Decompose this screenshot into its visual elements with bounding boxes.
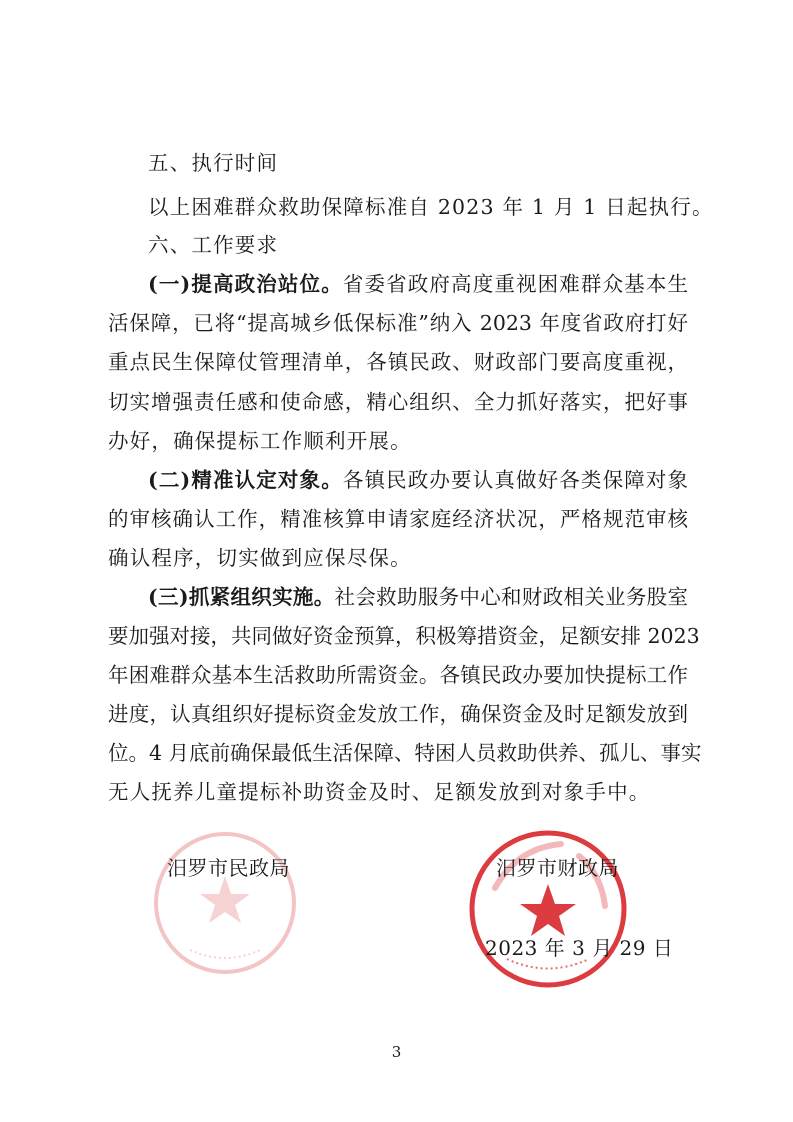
item1-title: (一)提高政治站位。 (148, 272, 343, 296)
item1-first-line (148, 272, 688, 296)
item2-first-line (148, 468, 688, 492)
item3-line: 年困难群众基本生活救助所需资金。各镇民政办要加快提标工作 (108, 663, 688, 687)
item2-title: (二)精准认定对象。 (148, 468, 343, 492)
signature-date: 2023 年 3 月 29 日 (485, 936, 674, 960)
item1-line: 活保障，已将“提高城乡低保标准”纳入 2023 年度省政府打好 (108, 311, 688, 335)
item2-line: 的审核确认工作，精准核算申请家庭经济状况，严格规范审核 (108, 507, 688, 531)
signature-finance: 汨罗市财政局 (496, 856, 619, 880)
item2-text: 各镇民政办要认真做好各类保障对象 (342, 468, 688, 492)
page-number: 3 (391, 1043, 402, 1061)
item3-title: (三)抓紧组织实施。 (148, 585, 335, 609)
item3-first-line (148, 585, 688, 609)
section-five-heading: 五、执行时间 (148, 151, 279, 175)
section-five-body: 以上困难群众救助保障标准自 2023 年 1 月 1 日起执行。 (148, 195, 714, 219)
item1-line: 办好，确保提标工作顺利开展。 (108, 429, 412, 453)
item2-line: 确认程序，切实做到应保尽保。 (108, 546, 412, 570)
item3-line: 位。4 月底前确保最低生活保障、特困人员救助供养、孤儿、事实 (108, 741, 702, 765)
item3-line: 进度，认真组织好提标资金发放工作，确保资金及时足额发放到 (108, 702, 688, 726)
item3-line: 要加强对接，共同做好资金预算，积极筹措资金，足额安排 2023 (108, 624, 700, 648)
finance-bureau-seal (467, 826, 629, 992)
item1-text: 省委省政府高度重视困难群众基本生 (342, 272, 688, 296)
item3-line: 无人抚养儿童提标补助资金及时、足额发放到对象手中。 (108, 780, 651, 804)
section-six-heading: 六、工作要求 (148, 233, 279, 257)
item1-line: 切实增强责任感和使命感，精心组织、全力抓好落实，把好事 (108, 390, 688, 414)
civil-affairs-seal (150, 828, 300, 978)
item3-text: 社会救助服务中心和财政相关业务股室 (334, 585, 688, 609)
signature-civil-affairs: 汨罗市民政局 (167, 856, 290, 880)
item1-line: 重点民生保障仗管理清单，各镇民政、财政部门要高度重视， (108, 350, 688, 374)
